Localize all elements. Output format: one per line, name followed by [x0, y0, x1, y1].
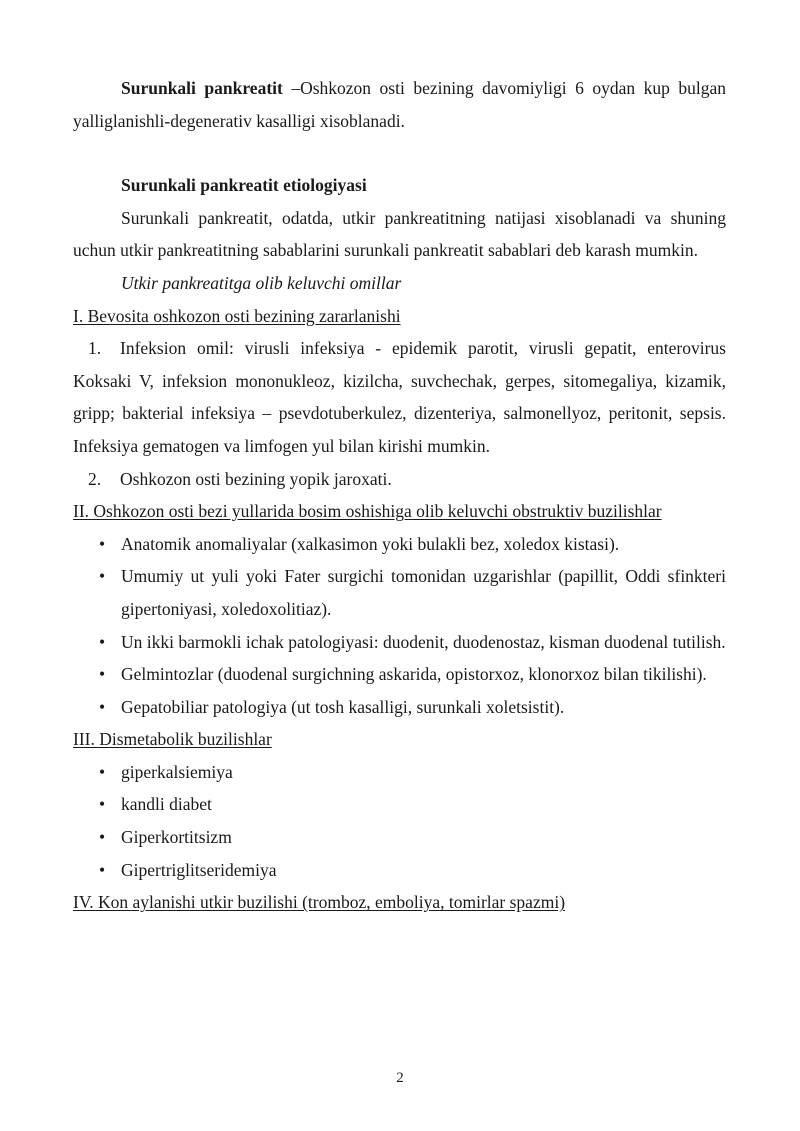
section-2-list	[73, 528, 726, 724]
section-3-item	[73, 854, 726, 887]
section-2-item	[73, 691, 726, 724]
section-3-item	[73, 756, 726, 789]
item-text: Giperkortitsizm	[121, 827, 232, 848]
item-text: Gepatobiliar patologiya (ut tosh kasalligi, surunkali xoletsistit).	[121, 696, 565, 717]
item-text: Oshkozon osti bezining yopik jaroxati.	[120, 468, 392, 489]
section-2-title: II. Oshkozon osti bezi yullarida bosim oshishiga olib keluvchi obstruktiv buzilishlar	[73, 501, 662, 522]
section-1-item	[73, 463, 726, 496]
item-text: Anatomik anomaliyalar (xalkasimon yoki bulakli bez, xoledox kistasi).	[121, 533, 620, 554]
bullet-icon: •	[99, 827, 106, 848]
bullet-icon: •	[99, 631, 106, 652]
bullet-icon: •	[99, 664, 106, 685]
item-text: Un ikki barmokli ichak patologiyasi: duodenit, duodenostaz, kisman duodenal tutilish.	[121, 631, 726, 652]
blank-line	[73, 137, 726, 169]
section-2-item	[73, 658, 726, 691]
section-1-list	[73, 332, 726, 495]
etiology-paragraph: Surunkali pankreatit, odatda, utkir pankreatitning natijasi xisoblanadi va shuning uchun utkir pankreatitning sabablarini surunkali pankreatit sabablari deb karash mumkin.	[73, 207, 726, 261]
section-3-title: III. Dismetabolik buzilishlar	[73, 729, 272, 750]
bullet-icon: •	[99, 761, 106, 782]
item-number: 1.	[88, 338, 102, 359]
item-text: Umumiy ut yuli yoki Fater surgichi tomonidan uzgarishlar (papillit, Oddi sfinkteri gipertoniyasi, xoledoxolitiaz).	[121, 566, 726, 619]
definition-text: –Oshkozon osti bezining davomiyligi 6 oydan kup bulgan yalliglanishli-degenerativ kasalligi xisoblanadi.	[73, 78, 727, 131]
bullet-icon: •	[99, 696, 106, 717]
section-1-title: I. Bevosita oshkozon osti bezining zararlanishi	[73, 305, 401, 326]
section-3-list	[73, 756, 726, 886]
bullet-icon: •	[99, 566, 106, 587]
item-text: kandli diabet	[121, 794, 212, 815]
section-2-item	[73, 560, 726, 625]
bullet-icon: •	[99, 794, 106, 815]
item-text: Infeksion omil: virusli infeksiya - epidemik parotit, virusli gepatit, enterovirus Koksaki V, infeksion mononukleoz, kizilcha, suvchechak, gerpes, sitomegaliya, kizamik, gripp; bakterial infeksiya – psevdotuberkulez, dizenteriya, salmonellyoz, peritonit, sepsis. Infeksiya gematogen va limfogen yul bilan kirishi mumkin.	[73, 338, 726, 456]
item-number: 2.	[88, 468, 102, 489]
page-number: 2	[396, 1070, 404, 1086]
item-text: giperkalsiemiya	[121, 761, 233, 782]
factors-subheading: Utkir pankreatitga olib keluvchi omillar	[121, 272, 402, 293]
definition-term: Surunkali pankreatit	[121, 78, 283, 98]
section-4-title: IV. Kon aylanishi utkir buzilishi (tromboz, emboliya, tomirlar spazmi)	[73, 892, 566, 913]
etiology-heading: Surunkali pankreatit etiologiyasi	[121, 175, 367, 196]
definition-paragraph	[73, 72, 726, 137]
section-2-item	[73, 626, 726, 659]
item-text: Gipertriglitseridemiya	[121, 859, 277, 880]
section-3-item	[73, 821, 726, 854]
bullet-icon: •	[99, 533, 106, 554]
section-1-item	[73, 332, 726, 462]
section-2-item	[73, 528, 726, 561]
item-text: Gelmintozlar (duodenal surgichning askarida, opistorxoz, klonorxoz bilan tikilishi).	[121, 664, 707, 685]
section-3-item	[73, 788, 726, 821]
bullet-icon: •	[99, 859, 106, 880]
